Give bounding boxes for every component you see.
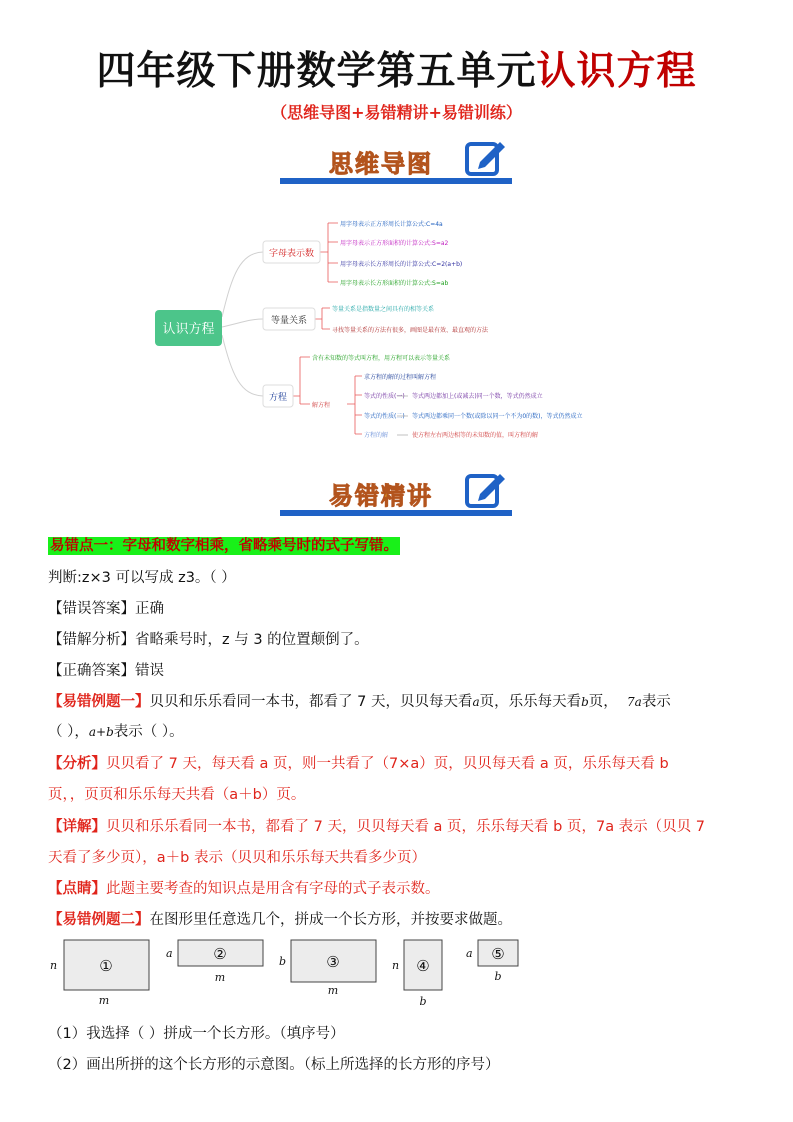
shape-3-side: b (279, 955, 287, 968)
value: 错误 (135, 663, 164, 679)
shape-5-side: a (466, 947, 473, 960)
text: 在图形里任意选几个，拼成一个长方形，并按要求做题。 (149, 912, 512, 928)
banner-title: 思维导图 (329, 150, 433, 178)
shape-2-bottom: m (214, 971, 226, 984)
mm-item: 用字母表示正方形面积的计算公式:S=a2 (340, 240, 449, 247)
tag: 【分析】 (48, 756, 106, 772)
judge-question: 判断:z×3 可以写成 z3。（ ） (48, 570, 236, 586)
detail-line-1 (48, 815, 705, 836)
blank: 表示（ ）。 (113, 724, 184, 740)
title-black: 四年级下册数学第五单元 (96, 48, 537, 94)
question-2: （2）画出所拼的这个长方形的示意图。（标上所选择的长方形的序号） (48, 1057, 500, 1073)
wrong-analysis (48, 628, 369, 649)
detail-line-2: 天看了多少页），a＋b 表示（贝贝和乐乐每天共看多少页） (48, 850, 426, 866)
branch-equality: 等量关系 (270, 316, 308, 326)
pencil-icon (464, 470, 508, 510)
analysis-line-1 (48, 752, 669, 773)
value: 正确 (135, 601, 164, 617)
example-tag: 【易错例题一】 (48, 694, 150, 710)
text: 页， (588, 694, 618, 710)
tag: 【点睛】 (48, 881, 106, 897)
text: 贝贝和乐乐看同一本书，都看了 7 天，贝贝每天看 (149, 694, 473, 710)
shape-5-bottom: b (494, 970, 502, 983)
tag: 【错解分析】 (48, 632, 135, 648)
shape-3-number: ③ (326, 953, 340, 971)
shape-5-number: ⑤ (491, 945, 505, 963)
note-line (48, 877, 440, 898)
shape-4-side: n (392, 959, 400, 972)
shape-3-bottom: m (327, 984, 339, 997)
tag: 【详解】 (48, 819, 106, 835)
wrong-answer (48, 597, 164, 618)
shape-1-number: ① (99, 957, 113, 975)
mm-item: 等式两边都加上(或减去)同一个数，等式仍然成立 (412, 393, 543, 400)
branch-equation: 方程 (268, 393, 288, 403)
mm-item: 等式两边都乘同一个数(或除以同一个不为0的数)，等式仍然成立 (412, 413, 583, 420)
title-red: 认识方程 (536, 48, 697, 94)
page-title (0, 40, 793, 96)
expr-7a: 7a (627, 695, 642, 709)
shape-4-number: ④ (416, 957, 430, 975)
shape-2-number: ② (213, 945, 227, 963)
analysis-line-2: 页，，页页和乐乐每天共看（a＋b）页。 (48, 787, 306, 803)
value: 省略乘号时，z 与 3 的位置颠倒了。 (135, 632, 369, 648)
mm-item: 使方程左右两边相等的未知数的值，叫方程的解 (412, 432, 539, 439)
mm-item: 方程的解 (364, 432, 389, 439)
example-2-line (48, 908, 512, 929)
blank: （ ）， (48, 724, 89, 740)
mindmap (150, 205, 583, 450)
mm-item: 寻找等量关系的方法有很多，画图是最有效、最直观的方法 (332, 327, 489, 334)
shape-2-side: a (166, 947, 173, 960)
shape-1-bottom: m (98, 994, 110, 1007)
shape-1-side: n (50, 959, 58, 972)
mindmap-banner (280, 138, 512, 194)
example-1-line-1 (48, 690, 671, 711)
banner-title: 易错精讲 (329, 482, 433, 510)
mindmap-root: 认识方程 (162, 322, 215, 337)
mm-item: 含有未知数的等式叫方程，用方程可以表示等量关系 (312, 355, 451, 362)
errors-banner (280, 470, 512, 526)
mm-item: 等式的性质(一) (364, 393, 405, 400)
mm-item: 等量关系是指数量之间具有的相等关系 (332, 306, 435, 313)
error-point-1 (48, 534, 400, 555)
var-b: b (581, 695, 589, 709)
page-subtitle: （思维导图+易错精讲+易错训练） (271, 103, 522, 122)
mm-item: 用字母表示长方形周长的计算公式:C=2(a+b) (340, 261, 463, 268)
text: 表示 (641, 694, 671, 710)
pencil-icon (464, 138, 508, 178)
text: 贝贝看了 7 天，每天看 a 页，则一共看了（7×a）页，贝贝每天看 a 页，乐乐每天看 b (106, 756, 669, 772)
correct-answer (48, 659, 164, 680)
mm-item: 求方程的解的过程叫解方程 (364, 374, 437, 381)
text: 此题主要考查的知识点是用含有字母的式子表示数。 (106, 881, 440, 897)
branch-letters: 字母表示数 (268, 249, 315, 259)
expr-a-plus-b: a+b (88, 725, 114, 739)
error-point-1-text: 易错点一：字母和数字相乘，省略乘号时的式子写错。 (50, 538, 398, 554)
shape-4-bottom: b (419, 995, 427, 1008)
mm-item: 用字母表示正方形周长计算公式:C=4a (340, 221, 443, 228)
example-1-line-2 (48, 720, 184, 741)
question-1: （1）我选择（ ）拼成一个长方形。（填序号） (48, 1026, 345, 1042)
mm-item: 等式的性质(二) (364, 413, 405, 420)
mm-item: 用字母表示长方形面积的计算公式:S=ab (340, 280, 449, 287)
tag: 【正确答案】 (48, 663, 135, 679)
example-tag: 【易错例题二】 (48, 912, 150, 928)
text: 贝贝和乐乐看同一本书，都看了 7 天，贝贝每天看 a 页，乐乐每天看 b 页，7a 表示（贝贝 7 (106, 819, 706, 835)
var-a: a (472, 695, 480, 709)
shapes-figure (48, 936, 528, 1010)
mm-subbranch: 解方程 (312, 402, 331, 409)
tag: 【错误答案】 (48, 601, 135, 617)
text: 页，乐乐每天看 (479, 694, 582, 710)
